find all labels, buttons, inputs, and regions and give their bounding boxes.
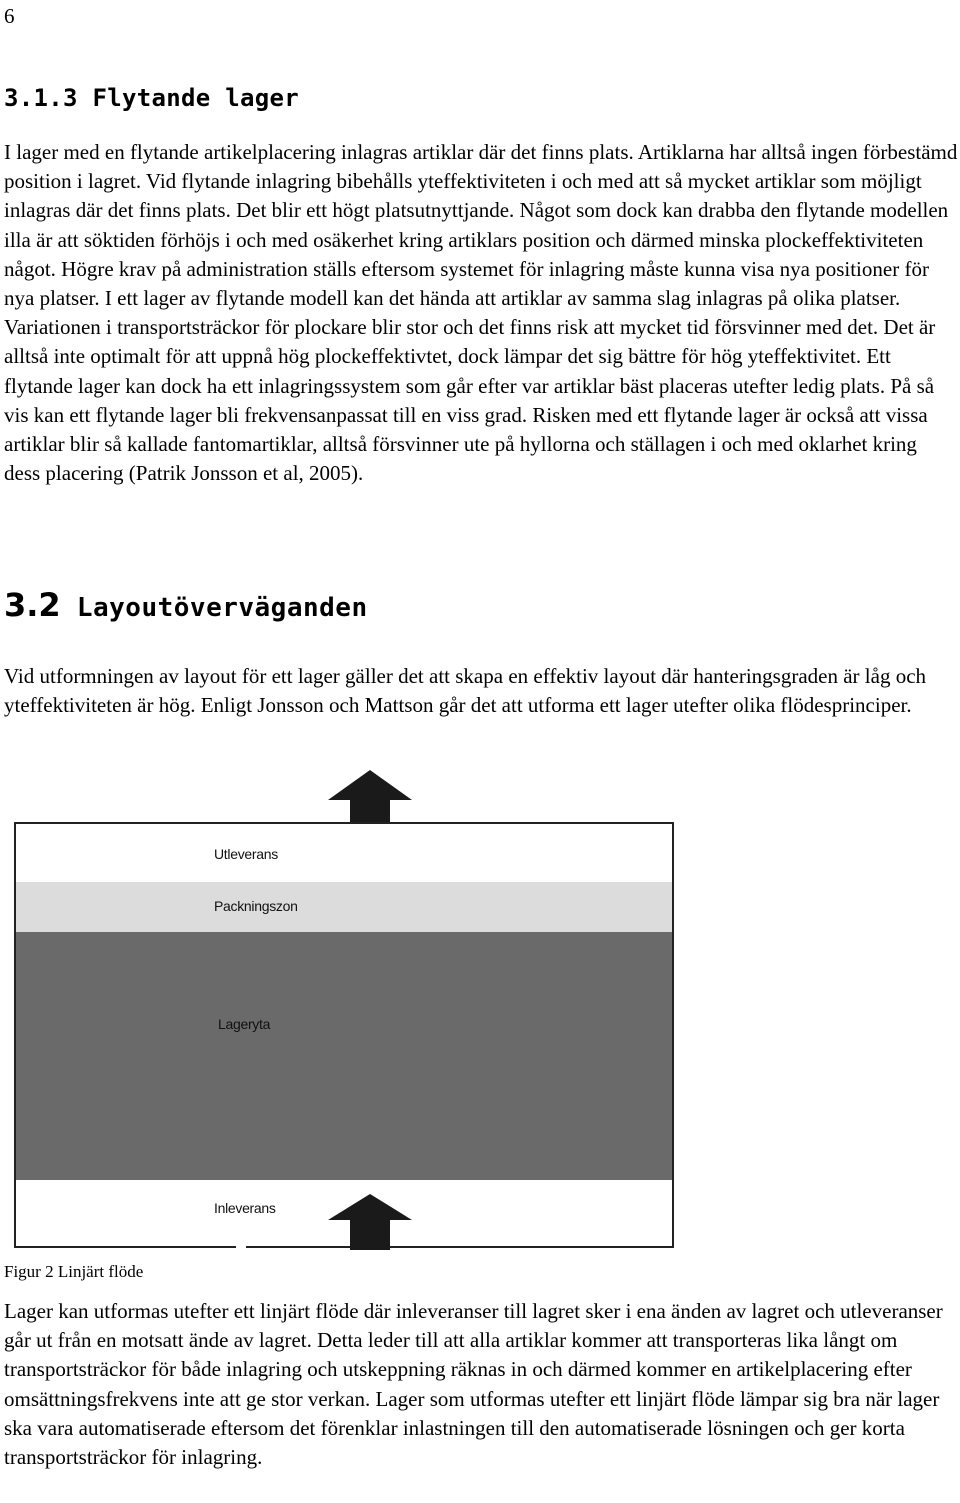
zone-storage-label: Lageryta xyxy=(218,1016,271,1032)
section-number: 3.2 xyxy=(4,586,61,624)
paragraph-flytande-lager: I lager med en flytande artikelplacering inlagras artiklar där det finns plats. Artiklarna har alltså ingen förbestämd position i lagret. Vid flytande inlagring bibehålls yteffektiviteten i och med att så mycket artiklar som möjligt inlagras där det finns plats. Det blir ett högt platsutnyttjande. Något som dock kan drabba den flytande modellen illa är att söktiden förhöjs i och med osäkerhet kring artiklars position och därmed minska plockeffektiviteten något. Högre krav på administration ställs eftersom systemet för inlagring måste kunna visa nya positioner för nya platser. I ett lager av flytande modell kan det hända att artiklar av samma slag inlagras på olika platser. Variationen i transportsträckor för plockare blir stor och det finns risk att mycket tid försvinner med det. Det är alltså inte optimalt för att uppnå hög plockeffektivtet, dock lämpar det sig bättre för hög yteffektivitet. Ett flytande lager kan dock ha ett inlagringssystem som går efter var artiklar bäst placeras utefter ledig plats. På så vis kan ett flytande lager bli frekvensanpassat till en viss grad. Risken med ett flytande lager är också att vissa artiklar blir så kallade fantomartiklar, alltså försvinner ute på hyllorna och ställagen i och med oklarhet kring dess placering (Patrik Jonsson et al, 2005). xyxy=(4,140,958,486)
zone-storage xyxy=(14,932,674,1180)
zone-packing-label: Packningszon xyxy=(214,898,298,914)
page-number: 6 xyxy=(4,4,15,28)
paragraph-layout: Vid utformningen av layout för ett lager gäller det att skapa en effektiv layout där hanteringsgraden är låg och yteffektiviteten är hög. Enligt Jonsson och Mattson går det att utforma ett lager utefter olika flödesprinciper. xyxy=(4,664,927,718)
paragraph-linear-flow: Lager kan utformas utefter ett linjärt flöde där inleveranser till lagret sker i ena änden av lagret och utleveranser går ut från en motsatt ände av lagret. Detta leder till att alla artiklar kommer att transporteras lika långt om transportsträckor för både inlagring och utskeppning räknas in och därmed kommer en artikelplacering efter omsättningsfrekvens inte att ge stor verkan. Lager som utformas utefter ett linjärt flöde lämpar sig bra när lager ska vara automatiserade eftersom det förenklar inlastningen till den automatiserade lösningen och ger korta transportsträckor för inlagring. xyxy=(4,1299,943,1470)
arrow-up-icon xyxy=(328,1194,412,1250)
section-heading-3-2 xyxy=(4,585,368,628)
linear-flow-figure xyxy=(14,770,674,1250)
zone-outbound xyxy=(14,822,674,882)
border-gap xyxy=(236,1246,246,1248)
zone-inbound-label: Inleverans xyxy=(214,1200,276,1216)
arrow-bottom-shape xyxy=(328,1194,412,1250)
section-title: Layoutöverväganden xyxy=(76,593,368,623)
zone-outbound-label: Utleverans xyxy=(214,846,278,862)
zone-packing xyxy=(14,882,674,932)
figure-caption: Figur 2 Linjärt flöde xyxy=(4,1262,144,1281)
section-heading-3-1-3: 3.1.3 Flytande lager xyxy=(4,84,299,112)
